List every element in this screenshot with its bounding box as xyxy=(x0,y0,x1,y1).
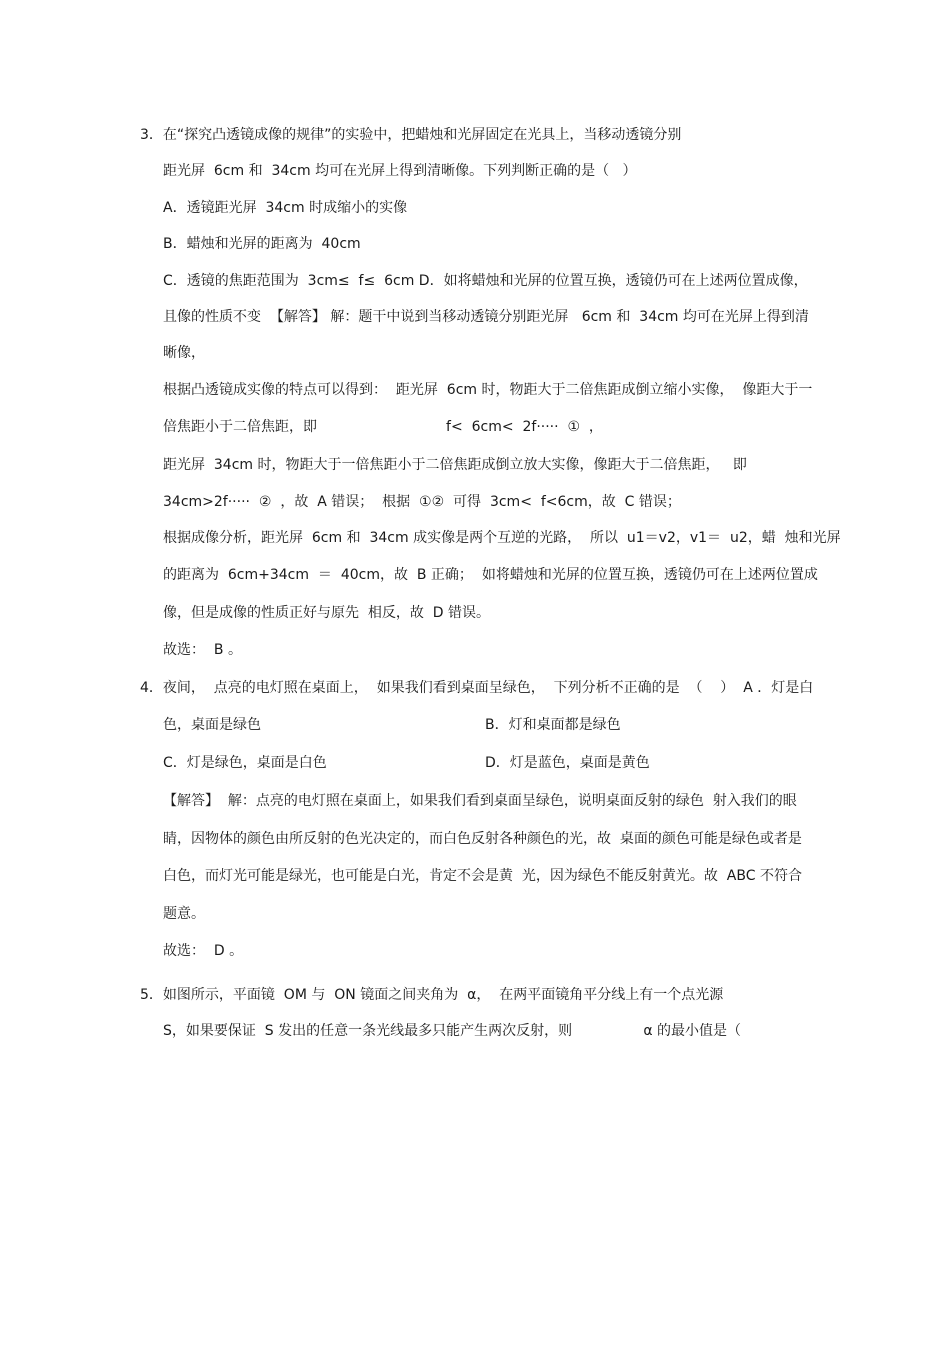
q3-answer-line9: 像，但是成像的性质正好与原先 相反，故 D 错误。 xyxy=(163,605,491,621)
q4-choice: 故选： D 。 xyxy=(163,943,244,959)
q3-stem-line1: 3．在“探究凸透镜成像的规律”的实验中，把蜡烛和光屏固定在光具上，当移动透镜分别 xyxy=(140,127,682,143)
q4-answer-line1: 【解答】 解：点亮的电灯照在桌面上，如果我们看到桌面呈绿色，说明桌面反射的绿色 射入我们的眼 xyxy=(163,793,797,809)
q3-answer-line2: 晰像， xyxy=(163,345,205,361)
q3-answer-line5: 距光屏 34cm 时，物距大于一倍焦距小于二倍焦距成倒立放大实像，像距大于二倍焦距， 即 xyxy=(163,457,747,473)
q3-answer-line4: 倍焦距小于二倍焦距，即 f< 6cm< 2f····· ① ， xyxy=(163,419,603,435)
q3-stem-line2: 距光屏 6cm 和 34cm 均可在光屏上得到清晰像。下列判断正确的是（ ） xyxy=(163,163,637,179)
q4-option-b: B．灯和桌面都是绿色 xyxy=(485,717,621,733)
q4-stem-line1: 4．夜间， 点亮的电灯照在桌面上， 如果我们看到桌面呈绿色， 下列分析不正确的是 （ ） A ．灯是白 xyxy=(140,680,814,696)
q3-option-a: A．透镜距光屏 34cm 时成缩小的实像 xyxy=(163,200,408,216)
q4-answer-line3: 白色，而灯光可能是绿光，也可能是白光，肯定不会是黄 光，因为绿色不能反射黄光。故 ABC 不符合 xyxy=(163,868,802,884)
q4-option-d: D．灯是蓝色，桌面是黄色 xyxy=(485,755,650,771)
q3-answer-line8: 的距离为 6cm+34cm ＝ 40cm，故 B 正确； 如将蜡烛和光屏的位置互换，透镜仍可在上述两位置成 xyxy=(163,567,818,583)
q4-answer-line2: 睛，因物体的颜色由所反射的色光决定的，而白色反射各种颜色的光，故 桌面的颜色可能是绿色或者是 xyxy=(163,831,802,847)
q3-answer-line7: 根据成像分析，距光屏 6cm 和 34cm 成实像是两个互逆的光路， 所以 u1＝v2，v1＝ u2，蜡 烛和光屏 xyxy=(163,530,841,546)
q3-answer-line6: 34cm>2f····· ② ，故 A 错误； 根据 ①② 可得 3cm< f<6cm，故 C 错误； xyxy=(163,494,681,510)
q5-stem-line1: 5．如图所示，平面镜 OM 与 ON 镜面之间夹角为 α， 在两平面镜角平分线上有一个点光源 xyxy=(140,987,724,1003)
q4-option-c: C．灯是绿色，桌面是白色 xyxy=(163,755,327,771)
q4-answer-line4: 题意。 xyxy=(163,906,205,922)
q3-option-cd: C．透镜的焦距范围为 3cm≤ f≤ 6cm D．如将蜡烛和光屏的位置互换，透镜仍可在上述两位置成像， xyxy=(163,273,808,289)
q3-option-b: B．蜡烛和光屏的距离为 40cm xyxy=(163,236,361,252)
q3-answer-line1: 且像的性质不变 【解答】 解：题干中说到当移动透镜分别距光屏 6cm 和 34cm 均可在光屏上得到清 xyxy=(163,309,809,325)
q3-answer-line3: 根据凸透镜成实像的特点可以得到： 距光屏 6cm 时，物距大于二倍焦距成倒立缩小实像， 像距大于一 xyxy=(163,382,813,398)
q3-choice: 故选： B 。 xyxy=(163,642,242,658)
q5-stem-line2: S，如果要保证 S 发出的任意一条光线最多只能产生两次反射，则 α 的最小值是（ xyxy=(163,1023,742,1039)
q4-stem-line2: 色，桌面是绿色 xyxy=(163,717,261,733)
